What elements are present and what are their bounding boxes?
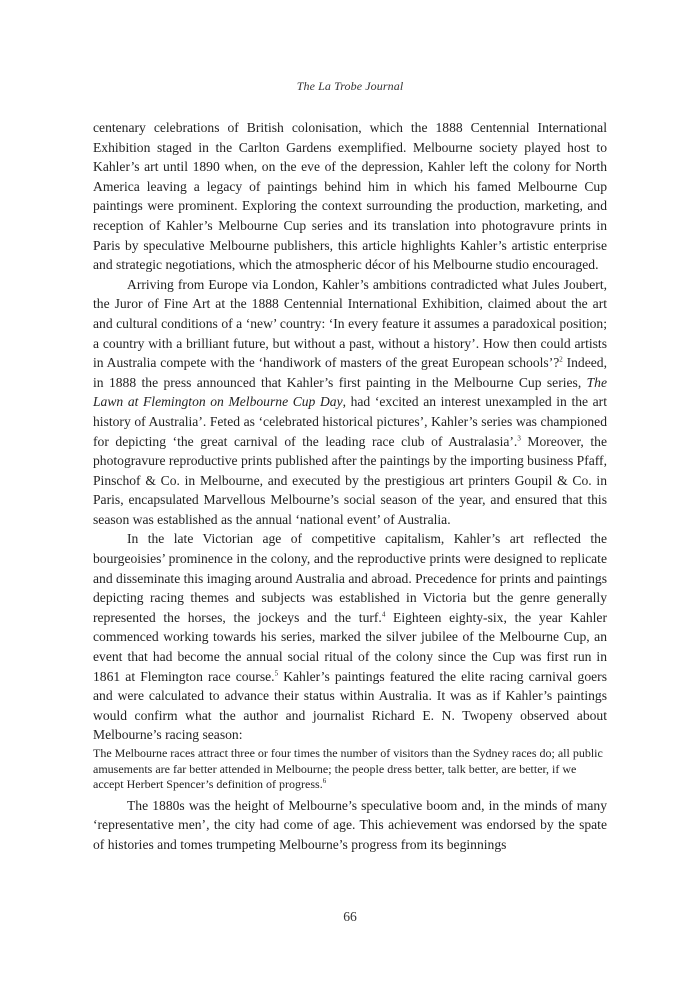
paragraph — [93, 796, 607, 855]
paragraph-continued — [93, 118, 607, 275]
paragraph-text: centenary celebrations of British colonisation, which the 1888 Centennial International Exhibition staged in the Carlton Gardens exemplified. Melbourne society played host to Kahler’s art until 1890 when, on the eve of the depression, Kahler left the colony for North America leaving a legacy of paintings behind him in which his famed Melbourne Cup paintings were prominent. Exploring the context surrounding the production, marketing, and reception of Kahler’s Melbourne Cup series and its translation into photogravure prints in Paris by speculative Melbourne publishers, this article highlights Kahler’s artistic enterprise and strategic negotiations, which the atmospheric décor of his Melbourne studio encouraged. — [93, 120, 607, 273]
paragraph-text: Moreover, the photogravure reproductive prints published after the paintings by the importing business Pfaff, Pinschof & Co. in Melbourne, and executed by the prestigious art printers Goupil & Co. in Paris, encapsulated Marvellous Melbourne’s social season of the year, and ensured that this season was established as the annual ‘national event’ of Australia. — [93, 433, 607, 527]
article-body — [93, 118, 607, 854]
page-number: 66 — [343, 909, 357, 924]
footnote-marker[interactable]: 3 — [517, 433, 521, 442]
footnote-marker[interactable]: 5 — [274, 669, 279, 678]
quote-text: The Melbourne races attract three or four times the number of visitors than the Sydney races do; all public amusements are far better attended in Melbourne; the people dress better, talk better, are better, if we accept Herbert Spencer’s definition of progress. — [93, 746, 603, 791]
paragraph — [93, 275, 607, 530]
paragraph — [93, 529, 607, 745]
paragraph-text: Kahler’s paintings featured the elite racing carnival goers and were calculated to advance their status within Australia. It was as if Kahler’s paintings would confirm what the author and journalist Richard E. N. Twopeny observed about Melbourne’s racing season: — [93, 668, 607, 743]
paragraph-text: Eighteen eighty-six, the year Kahler commenced working towards his series, marked the silver jubilee of the Melbourne Cup, an event that had become the annual social ritual of the colony since the Cup was first run in 1861 at Flemington race course. — [93, 609, 607, 684]
paragraph-text: Arriving from Europe via London, Kahler’s ambitions contradicted what Jules Joubert, the Juror of Fine Art at the 1888 Centennial International Exhibition, claimed about the art and cultural conditions of a ‘new’ country: ‘In every feature it assumes a paradoxical position; a country with a brilliant future, but without a past, without a history’. How then could artists in Australia compete with the ‘handiwork of masters of the great European schools’? — [93, 276, 607, 371]
block-quote — [93, 745, 607, 796]
paragraph-text: Indeed, in 1888 the press announced that Kahler’s first painting in the Melbourne Cup series, — [93, 355, 607, 390]
paragraph-text: The 1880s was the height of Melbourne’s speculative boom and, in the minds of many ‘representative men’, the city had come of age. This achievement was endorsed by the spate of histories and tomes trumpeting Melbourne’s progress from its beginnings — [93, 797, 607, 852]
footnote-marker[interactable]: 6 — [322, 777, 327, 785]
paragraph-text: , had ‘excited an interest unexampled in the art history of Australia’. Feted as ‘celebrated historical pictures’, Kahler’s series was championed for depicting ‘the great carnival of the leading race club of Australasia’. — [93, 394, 607, 449]
footnote-marker[interactable]: 2 — [559, 355, 563, 364]
artwork-title: The Lawn at Flemington on Melbourne Cup Day — [93, 374, 607, 410]
footnote-marker[interactable]: 4 — [381, 610, 386, 619]
paragraph-text: In the late Victorian age of competitive capitalism, Kahler’s art reflected the bourgeoisies’ prominence in the colony, and the reproductive prints were designed to replicate and disseminate this imaging around Australia and abroad. Precedence for prints and paintings depicting racing themes and subjects was established in Victoria but the genre generally represented the horses, the jockeys and the turf. — [93, 531, 607, 625]
running-title: The La Trobe Journal — [296, 79, 404, 93]
